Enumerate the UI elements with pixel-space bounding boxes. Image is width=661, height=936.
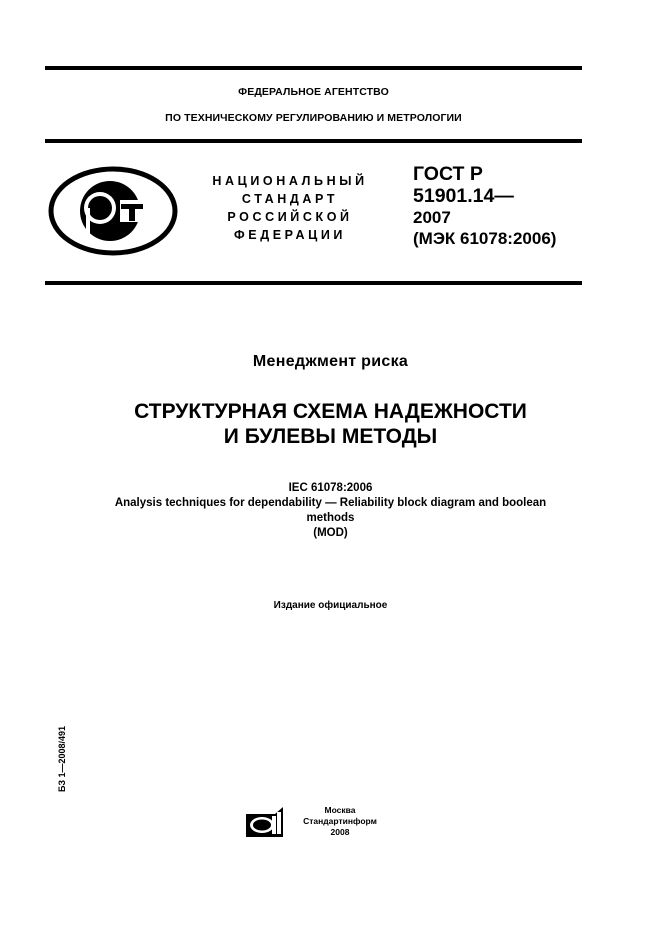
- document-subject: Менеджмент риска: [252, 353, 409, 370]
- designation-line: 2007: [413, 208, 451, 227]
- bottom-rule: [45, 281, 582, 285]
- standard-designation: [413, 163, 556, 249]
- iec-modification: (MOD): [313, 527, 348, 539]
- edition-label: Издание официальное: [273, 600, 388, 611]
- agency-name-line2: ПО ТЕХНИЧЕСКОМУ РЕГУЛИРОВАНИЮ И МЕТРОЛОГИИ: [165, 112, 462, 124]
- iec-title-line: methods: [306, 512, 355, 524]
- publisher-name: Стандартинформ: [303, 816, 377, 826]
- iec-title-line: Analysis techniques for dependability — Reliability block diagram and boolean: [114, 497, 547, 509]
- top-rule: [45, 66, 582, 70]
- rst-logo-icon: [48, 166, 178, 256]
- iec-reference: [40, 481, 621, 541]
- national-standard-line: НАЦИОНАЛЬНЫЙ: [212, 174, 368, 188]
- national-standard-line: ФЕДЕРАЦИИ: [233, 228, 346, 242]
- designation-line: 51901.14—: [413, 185, 514, 207]
- document-title: [0, 399, 661, 449]
- side-code: БЗ 1—2008/491: [57, 725, 67, 792]
- national-standard-line: РОССИЙСКОЙ: [227, 210, 353, 224]
- standartinform-logo-icon: [245, 806, 285, 838]
- iec-code: IEC 61078:2006: [288, 482, 373, 494]
- publication-year: 2008: [330, 827, 350, 837]
- title-line: И БУЛЕВЫ МЕТОДЫ: [223, 425, 438, 448]
- agency-name-line1: ФЕДЕРАЛЬНОЕ АГЕНТСТВО: [238, 86, 389, 98]
- title-line: СТРУКТУРНАЯ СХЕМА НАДЕЖНОСТИ: [134, 400, 527, 423]
- national-standard-label: [195, 172, 385, 244]
- publisher-city: Москва: [324, 805, 356, 815]
- designation-line: (МЭК 61078:2006): [413, 229, 557, 248]
- national-standard-line: СТАНДАРТ: [241, 192, 339, 206]
- middle-rule: [45, 139, 582, 143]
- designation-line: ГОСТ Р: [413, 163, 483, 185]
- publisher-imprint: [300, 805, 380, 838]
